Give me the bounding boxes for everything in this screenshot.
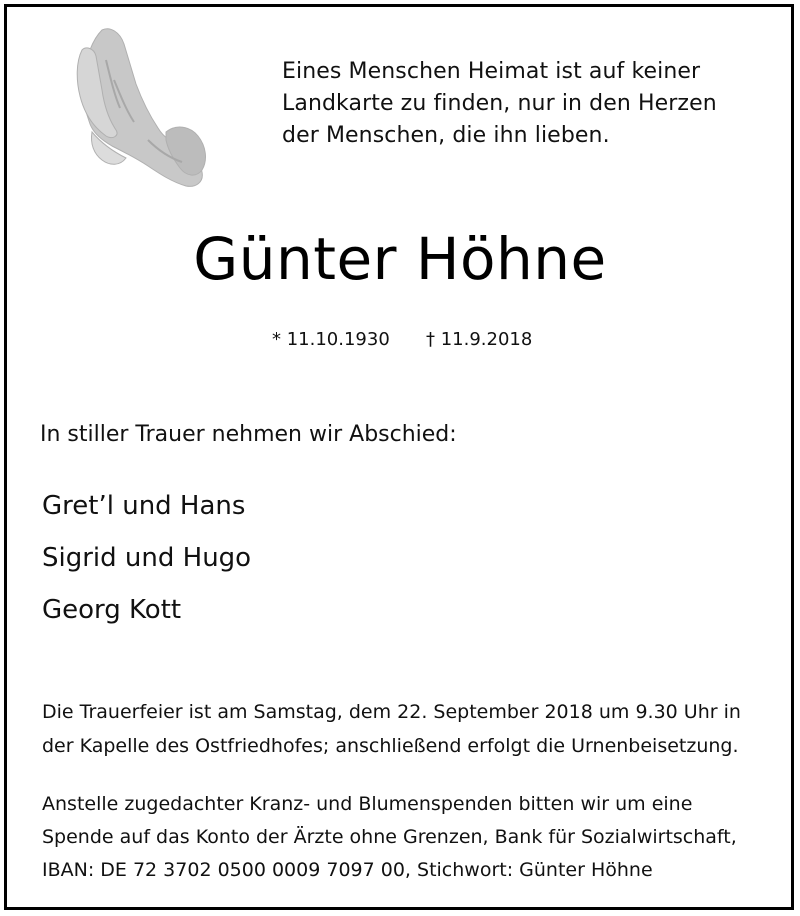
death-date: † 11.9.2018: [426, 329, 533, 350]
quote: [282, 56, 742, 152]
quote-line: der Menschen, die ihn lieben.: [282, 123, 610, 148]
mourning-intro: In stiller Trauer nehmen wir Abschied:: [40, 422, 457, 447]
service-line: der Kapelle des Ostfriedhofes; anschließend erfolgt die Urnenbeisetzung.: [42, 735, 739, 757]
mourner-entry: Sigrid und Hugo: [42, 543, 252, 573]
donation-info: [42, 788, 737, 887]
funeral-service-info: [42, 695, 741, 763]
praying-hands-icon: [62, 20, 212, 192]
service-line: Die Trauerfeier ist am Samstag, dem 22. September 2018 um 9.30 Uhr in: [42, 701, 741, 723]
mourners-list: [42, 480, 251, 636]
donation-line: IBAN: DE 72 3702 0500 0009 7097 00, Stichwort: Günter Höhne: [42, 859, 653, 881]
deceased-name: Günter Höhne: [193, 225, 607, 293]
mourner-entry: Gret’l und Hans: [42, 491, 246, 521]
donation-line: Anstelle zugedachter Kranz- und Blumenspenden bitten wir um eine: [42, 793, 693, 815]
quote-line: Landkarte zu finden, nur in den Herzen: [282, 91, 717, 116]
birth-date: * 11.10.1930: [272, 329, 390, 350]
mourner-entry: Georg Kott: [42, 595, 182, 625]
donation-line: Spende auf das Konto der Ärzte ohne Grenzen, Bank für Sozialwirtschaft,: [42, 826, 737, 848]
quote-line: Eines Menschen Heimat ist auf keiner: [282, 59, 701, 84]
